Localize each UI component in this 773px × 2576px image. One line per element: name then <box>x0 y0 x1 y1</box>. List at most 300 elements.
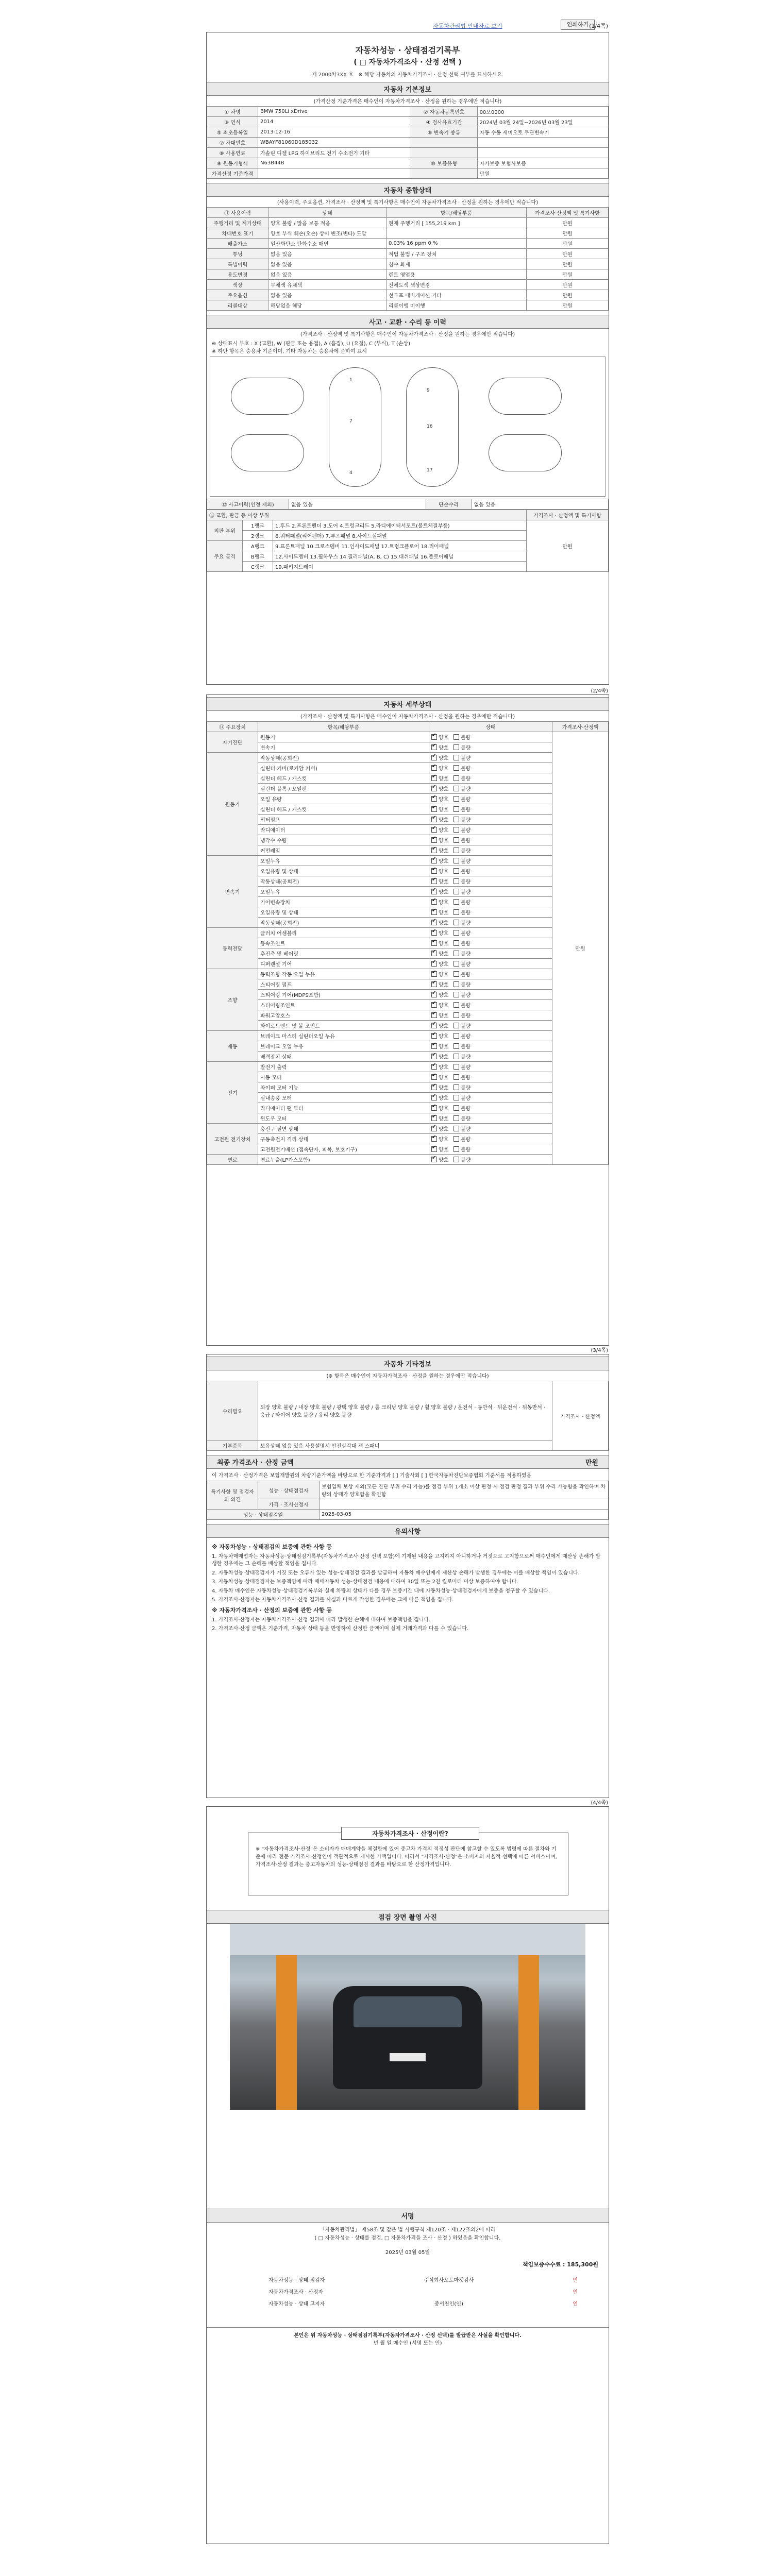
detail-item: 구동축전지 격리 상태 <box>258 1134 429 1144</box>
section-accident-title: 사고 · 교환 · 수리 등 이력 <box>207 315 609 329</box>
outer-label: 외판 부위 <box>207 520 243 541</box>
frame-rank-a: A랭크 <box>243 541 273 551</box>
detail-row <box>207 1072 609 1082</box>
section-detail-note: (가격조사 · 산정액 및 특기사항은 매수인이 자동차가격조사 · 산정을 원하는 경우에만 적습니다) <box>300 714 515 720</box>
detail-item: 커먼레일 <box>258 845 429 856</box>
detail-row <box>207 732 609 742</box>
overall-detail: 0.03% 16 ppm 0 % <box>386 239 527 249</box>
outer-rank-2-items: 6.쿼터패널(리어펜더) 7.루프패널 8.사이드실패널 <box>273 531 527 541</box>
appraisal-info-box <box>248 1830 568 1895</box>
detail-state: ✔ 양호 불량 <box>429 804 552 815</box>
detail-head-1: ⑭ 주요장치 <box>207 722 258 732</box>
detail-item: 연료누출(LP가스포함) <box>258 1155 429 1165</box>
detail-row <box>207 1062 609 1072</box>
exchange-price: 만원 <box>527 520 609 572</box>
other-repair-items: 외장 양호 불량 / 내장 양호 불량 / 광택 양호 불량 / 룸 크리닝 양호 불량 / 휠 양호 불량 / 운전석 · 동반석 · 뒤운전석 · 뒤동반석 · 응급 / 타이어 양호 불량 / 유리 양호 불량 <box>258 1381 552 1440</box>
detail-state: ✔ 양호 불량 <box>429 1144 552 1155</box>
detail-state: ✔ 양호 불량 <box>429 753 552 763</box>
detail-head-2: 항목/해당부품 <box>258 722 429 732</box>
overall-price: 만원 <box>527 269 609 280</box>
overall-head-2: 상태 <box>268 208 386 218</box>
sign-text-2: ( □ 자동차성능 · 상태를 점검, □ 자동차가격을 조사 · 산정 ) 하였음을 확인합니다. <box>314 2235 501 2241</box>
exchange-title: ⑬ 교환, 판금 등 이상 부위 <box>207 510 527 520</box>
detail-state: ✔ 양호 불량 <box>429 825 552 835</box>
detail-state: ✔ 양호 불량 <box>429 938 552 948</box>
opinion-inspector-text: 보험업체 보상 제외(모든 진단 부위 수리 가능)를 점검 부위 1개소 이상 판정 시 점검 판정 결과 부위 수리 가능함을 확인하며 차량의 상태가 양호함을 확인함 <box>320 1481 609 1499</box>
accident-legend-2: ※ 하단 항목은 승용차 기준이며, 기타 자동차는 승용차에 준하여 표시 <box>212 349 367 354</box>
detail-state: ✔ 양호 불량 <box>429 763 552 773</box>
overall-head-3: 항목/해당부품 <box>386 208 527 218</box>
detail-state: ✔ 양호 불량 <box>429 866 552 876</box>
signer-2-seal: 인 <box>573 2290 578 2295</box>
detail-state: ✔ 양호 불량 <box>429 1031 552 1041</box>
detail-item: 냉각수 수량 <box>258 835 429 845</box>
detail-row <box>207 1134 609 1144</box>
basic-info-key-2 <box>411 138 477 148</box>
basic-info-value: 2013-12-16 <box>258 127 411 138</box>
overall-key: 특별이력 <box>207 259 268 269</box>
overall-detail: 적법 불법 / 구조 장치 <box>386 249 527 259</box>
detail-price: 만원 <box>552 732 609 1165</box>
detail-item: 스티어링 기어(MDPS포함) <box>258 990 429 1000</box>
detail-item: 실린더 커버(로커암 커버) <box>258 763 429 773</box>
detail-row <box>207 1021 609 1031</box>
basic-info-key-2 <box>411 148 477 158</box>
accident-table <box>207 499 609 510</box>
detail-state: ✔ 양호 불량 <box>429 732 552 742</box>
detail-item: 라디에이터 <box>258 825 429 835</box>
detail-row <box>207 1041 609 1052</box>
detail-row <box>207 866 609 876</box>
frame-rank-a-items: 9.프론트패널 10.크로스멤버 11.인사이드패널 17.트렁크플로어 18.리어패널 <box>273 541 527 551</box>
simple-repair-label: 단순수리 <box>426 499 472 510</box>
detail-group: 고전원 전기장치 <box>207 1124 258 1155</box>
basic-info-row <box>207 107 609 117</box>
other-price: 가격조사 · 산정액 <box>552 1381 609 1451</box>
detail-state: ✔ 양호 불량 <box>429 1072 552 1082</box>
law-guide-link[interactable]: 자동차관리법 안내자료 보기 <box>433 23 502 29</box>
notice-title: 유의사항 <box>207 1524 609 1538</box>
accident-value: 없음 있음 <box>289 499 426 510</box>
signer-rows <box>268 2276 578 2307</box>
other-basic-label: 기본품목 <box>207 1440 258 1451</box>
detail-item: 실린더 블록 / 오일팬 <box>258 784 429 794</box>
basic-info-value: 가솔린 디젤 LPG 하이브리드 전기 수소전기 기타 <box>258 148 411 158</box>
detail-state: ✔ 양호 불량 <box>429 1113 552 1124</box>
basic-info-value-2: 자가보증 보험사보증 <box>477 158 608 168</box>
section-detail-title: 자동차 세부상태 <box>207 697 609 711</box>
car-diagram: 1 7 4 9 16 17 <box>210 357 606 497</box>
detail-head-4: 가격조사·산정액 <box>552 722 609 732</box>
detail-row <box>207 897 609 907</box>
overall-detail: 렌트 영업용 <box>386 269 527 280</box>
detail-group: 동력전달 <box>207 928 258 969</box>
detail-item: 작동상태(공회전) <box>258 876 429 887</box>
detail-item: 변속기 <box>258 742 429 753</box>
section-overall-title: 자동차 종합상태 <box>207 183 609 197</box>
detail-item: 스티어링조인트 <box>258 1000 429 1010</box>
page-2 <box>206 694 609 1346</box>
doc-meta: 제 2000차3XX 호 ※ 해당 자동차의 자동차가격조사 · 산정 선택 여부를 표시하세요. <box>311 72 504 78</box>
detail-state: ✔ 양호 불량 <box>429 742 552 753</box>
detail-state: ✔ 양호 불량 <box>429 835 552 845</box>
detail-row <box>207 794 609 804</box>
detail-state: ✔ 양호 불량 <box>429 897 552 907</box>
detail-row <box>207 1031 609 1041</box>
basic-info-value <box>258 168 411 179</box>
overall-row <box>207 239 609 249</box>
notice-paragraph: 5. 가격조사·산정자는 자동차가격조사·산정 결과를 사실과 다르게 작성한 경우에는 그에 따른 책임을 집니다. <box>212 1597 454 1603</box>
detail-row <box>207 763 609 773</box>
detail-state: ✔ 양호 불량 <box>429 845 552 856</box>
car-photo-shape <box>333 1986 482 2089</box>
detail-item: 오일유량 및 상태 <box>258 866 429 876</box>
basic-info-row <box>207 138 609 148</box>
detail-item: 작동상태(공회전) <box>258 918 429 928</box>
basic-info-value: WBAYF81060D185032 <box>258 138 411 148</box>
page-4-number: (4/4쪽) <box>591 1800 608 1806</box>
notice-paragraph: 3. 자동차성능·상태점검자는 보증책임에 따라 매매자동차 성능·상태점검 내용에 대하여 30일 또는 2천 킬로미터 이상 보증하여야 합니다. <box>212 1579 518 1585</box>
detail-item: 라디에이터 팬 모터 <box>258 1103 429 1113</box>
overall-row <box>207 228 609 239</box>
basic-info-row <box>207 148 609 158</box>
overall-price: 만원 <box>527 249 609 259</box>
sign-text-1: 「자동차관리법」 제58조 및 같은 법 시행규칙 제120조 · 제122조의2에 따라 <box>320 2227 496 2233</box>
sign-title: 서명 <box>207 2209 609 2223</box>
basic-info-key-2: ② 자동차등록번호 <box>411 107 477 117</box>
other-basic-items: 보유상태 없음 있음 사용설명서 안전삼각대 잭 스패너 <box>258 1440 552 1451</box>
detail-row <box>207 1103 609 1113</box>
overall-detail: 선루프 내비게이션 기타 <box>386 290 527 300</box>
overall-price: 만원 <box>527 259 609 269</box>
detail-state: ✔ 양호 불량 <box>429 1082 552 1093</box>
detail-item: 기어변속장치 <box>258 897 429 907</box>
photo-title: 점검 장면 촬영 사진 <box>207 1910 609 1924</box>
exchange-table <box>207 510 609 572</box>
detail-item: 워터펌프 <box>258 815 429 825</box>
basic-info-table <box>207 106 609 179</box>
exchange-price-title: 가격조사 · 산정액 및 특기사항 <box>527 510 609 520</box>
section-accident-note: (가격조사 · 산정액 및 특기사항은 매수인이 자동차가격조사 · 산정을 원하는 경우에만 적습니다) <box>300 332 515 337</box>
detail-row <box>207 979 609 990</box>
basic-info-key: ③ 연식 <box>207 117 258 127</box>
detail-row <box>207 948 609 959</box>
detail-state: ✔ 양호 불량 <box>429 1124 552 1134</box>
outer-rank-1-items: 1.후드 2.프론트펜더 3.도어 4.트렁크리드 5.라디에이터서포트(볼트체결부품) <box>273 520 527 531</box>
overall-row <box>207 218 609 228</box>
detail-state: ✔ 양호 불량 <box>429 1093 552 1103</box>
overall-head-4: 가격조사·산정액 및 특기사항 <box>527 208 609 218</box>
detail-item: 클러치 어셈블리 <box>258 928 429 938</box>
detail-item: 브레이크 오일 누유 <box>258 1041 429 1052</box>
basic-info-value: 2014 <box>258 117 411 127</box>
signer-3-seal: 인 <box>573 2301 578 2307</box>
detail-state: ✔ 양호 불량 <box>429 918 552 928</box>
print-button[interactable]: 인쇄하기 <box>561 20 595 30</box>
basic-info-row <box>207 158 609 168</box>
overall-price: 만원 <box>527 239 609 249</box>
basic-info-value-2: 만원 <box>477 168 608 179</box>
overall-key: 튜닝 <box>207 249 268 259</box>
overall-row <box>207 249 609 259</box>
overall-price: 만원 <box>527 228 609 239</box>
page-1 <box>206 32 609 685</box>
basic-info-key-2: ⑩ 보증유형 <box>411 158 477 168</box>
detail-row <box>207 887 609 897</box>
overall-key: 차대번호 표기 <box>207 228 268 239</box>
detail-item: 와이퍼 모터 기능 <box>258 1082 429 1093</box>
detail-state: ✔ 양호 불량 <box>429 815 552 825</box>
detail-row <box>207 856 609 866</box>
detail-item: 원동기 <box>258 732 429 742</box>
detail-state: ✔ 양호 불량 <box>429 907 552 918</box>
inspect-date-label: 성능 · 상태점검일 <box>207 1510 320 1520</box>
detail-group: 조향 <box>207 969 258 1031</box>
detail-state: ✔ 양호 불량 <box>429 1021 552 1031</box>
overall-detail: 현재 주행거리 [ 155,219 km ] <box>386 218 527 228</box>
page-3-number: (3/4쪽) <box>591 1348 608 1353</box>
basic-info-row <box>207 117 609 127</box>
detail-row <box>207 1093 609 1103</box>
detail-state: ✔ 양호 불량 <box>429 959 552 969</box>
detail-item: 동력조향 작동 오일 누유 <box>258 969 429 979</box>
detail-group: 원동기 <box>207 753 258 856</box>
detail-item: 추진축 및 베어링 <box>258 948 429 959</box>
detail-row <box>207 753 609 763</box>
detail-row <box>207 876 609 887</box>
detail-row <box>207 742 609 753</box>
detail-row <box>207 959 609 969</box>
signer-1-seal: 인 <box>573 2278 578 2283</box>
detail-row <box>207 1144 609 1155</box>
basic-info-key: ⑦ 차대번호 <box>207 138 258 148</box>
inspect-date-value: 2025-03-05 <box>320 1510 609 1520</box>
car-side-right-2 <box>489 434 562 471</box>
detail-state: ✔ 양호 불량 <box>429 856 552 866</box>
detail-item: 오일유량 및 상태 <box>258 907 429 918</box>
final-price-intro: 이 가격조사 · 산정가격은 보험개발원의 차량기준가액을 바탕으로 한 기준가격과 [ ] 기술사회 [ ] 한국자동차진단보증협회 기준서를 적용하였음 <box>212 1473 532 1479</box>
overall-row <box>207 300 609 311</box>
detail-table <box>207 721 609 1165</box>
overall-state: 없음 있음 <box>268 269 386 280</box>
detail-group: 연료 <box>207 1155 258 1165</box>
detail-state: ✔ 양호 불량 <box>429 876 552 887</box>
detail-row <box>207 907 609 918</box>
overall-row <box>207 290 609 300</box>
accident-legend: ※ 상태표시 부호 : X (교환), W (판금 또는 용접), A (흠집), U (요철), C (부식), T (손상) <box>212 341 411 347</box>
basic-info-key-2: ⑥ 변속기 종류 <box>411 127 477 138</box>
sign-date: 2025년 03월 05일 <box>385 2250 430 2256</box>
detail-row <box>207 815 609 825</box>
overall-price: 만원 <box>527 290 609 300</box>
notice-paragraph: 2. 자동차성능·상태점검자가 거짓 또는 오류가 있는 성능·상태점검 결과를 발급하여 자동차 매수인에게 재산상 손해가 발생한 경우에는 이를 배상할 책임이 있습니다. <box>212 1570 580 1576</box>
overall-key: 리콜대상 <box>207 300 268 311</box>
car-side-left-2 <box>231 434 304 471</box>
detail-item: 스티어링 펌프 <box>258 979 429 990</box>
detail-item: 시동 모터 <box>258 1072 429 1082</box>
opinion-label: 특기사항 및 점검자의 의견 <box>207 1481 258 1510</box>
basic-info-value-2 <box>477 148 608 158</box>
detail-item: 타이로드엔드 및 볼 조인트 <box>258 1021 429 1031</box>
overall-state: 없음 있음 <box>268 249 386 259</box>
other-repair-label: 수리필요 <box>207 1381 258 1440</box>
detail-row <box>207 1010 609 1021</box>
overall-state: 양호 불량 / 많음 보통 적음 <box>268 218 386 228</box>
detail-item: 작동상태(공회전) <box>258 753 429 763</box>
opinion-appraiser-label: 가격 · 조사산정자 <box>258 1499 320 1510</box>
page-4 <box>206 1806 609 2544</box>
detail-state: ✔ 양호 불량 <box>429 1041 552 1052</box>
outer-rank-1: 1랭크 <box>243 520 273 531</box>
overall-table <box>207 207 609 311</box>
overall-price: 만원 <box>527 300 609 311</box>
section-other-title: 자동차 기타정보 <box>207 1357 609 1370</box>
detail-row <box>207 1124 609 1134</box>
detail-row <box>207 1113 609 1124</box>
detail-group: 자기진단 <box>207 732 258 753</box>
other-table <box>207 1381 609 1451</box>
signer-2-label: 자동차가격조사 · 산정자 <box>268 2290 324 2295</box>
overall-state: 해당없음 해당 <box>268 300 386 311</box>
buyer-sign: 년 월 일 매수인 (서명 또는 인) <box>373 2341 442 2346</box>
basic-info-key: ⑨ 원동기형식 <box>207 158 258 168</box>
overall-key: 주요옵션 <box>207 290 268 300</box>
detail-item: 파워고압호스 <box>258 1010 429 1021</box>
detail-item: 실린더 헤드 / 개스킷 <box>258 773 429 784</box>
overall-detail <box>386 228 527 239</box>
overall-price: 만원 <box>527 280 609 290</box>
detail-item: 실린더 헤드 / 개스킷 <box>258 804 429 815</box>
overall-key: 배출가스 <box>207 239 268 249</box>
basic-info-row <box>207 168 609 179</box>
detail-item: 윈도우 모터 <box>258 1113 429 1124</box>
basic-info-value-2 <box>477 138 608 148</box>
section-basic-info-note: (가격산정 기준가격은 매수인이 자동차가격조사 · 산정을 원하는 경우에만 적습니다) <box>313 99 502 105</box>
section-other-note: (※ 항목은 매수인이 자동차가격조사 · 산정을 원하는 경우에만 적습니다) <box>326 1374 489 1379</box>
notice-paragraph: 1. 자동차매매업자는 자동차성능·상태점검기록부(자동차가격조사·산정 선택 포함)에 기재된 내용을 고지하지 아니하거나 거짓으로 고지함으로써 매수인에게 재산상 손해가 발생한 경우에는 그 손해를 배상할 책임을 집니다. <box>212 1553 601 1567</box>
basic-info-value: BMW 750Li xDrive <box>258 107 411 117</box>
signer-1-name: 주식회사오토마켓검사 <box>424 2278 474 2283</box>
appraisal-info-title: 자동차가격조사 · 산정이란? <box>341 1827 479 1840</box>
simple-repair-value: 없음 있음 <box>472 499 609 510</box>
doc-title: 자동차성능 · 상태점검기록부 <box>355 45 460 55</box>
page-3 <box>206 1354 609 1798</box>
detail-row <box>207 928 609 938</box>
overall-key: 주행거리 및 계기상태 <box>207 218 268 228</box>
detail-state: ✔ 양호 불량 <box>429 1103 552 1113</box>
notice-h2: ※ 자동차가격조사 · 산정의 보증에 관한 사항 등 <box>212 1606 332 1614</box>
overall-head-1: ⑪ 사용이력 <box>207 208 268 218</box>
page-number: (1/4쪽) <box>589 23 608 29</box>
detail-state: ✔ 양호 불량 <box>429 1000 552 1010</box>
notice-h1: ※ 자동차성능 · 상태점검의 보증에 관한 사항 등 <box>212 1544 332 1550</box>
detail-row <box>207 845 609 856</box>
basic-info-key: 가격산정 기준가격 <box>207 168 258 179</box>
detail-item: 등속조인트 <box>258 938 429 948</box>
opinion-inspector-label: 성능 · 상태점검자 <box>258 1481 320 1499</box>
overall-row <box>207 269 609 280</box>
detail-item: 고전원전기배선 (접속단자, 피복, 보호기구) <box>258 1144 429 1155</box>
frame-rank-b: B랭크 <box>243 551 273 562</box>
detail-row <box>207 969 609 979</box>
detail-state: ✔ 양호 불량 <box>429 948 552 959</box>
detail-state: ✔ 양호 불량 <box>429 1155 552 1165</box>
detail-state: ✔ 양호 불량 <box>429 794 552 804</box>
detail-state: ✔ 양호 불량 <box>429 1062 552 1072</box>
basic-info-key: ⑧ 사용연료 <box>207 148 258 158</box>
page-2-number: (2/4쪽) <box>591 688 608 694</box>
detail-row <box>207 773 609 784</box>
detail-state: ✔ 양호 불량 <box>429 887 552 897</box>
basic-info-row <box>207 127 609 138</box>
top-bar <box>206 20 608 31</box>
detail-row <box>207 784 609 794</box>
detail-item: 충전구 절연 상태 <box>258 1124 429 1134</box>
basic-info-key: ⑤ 최초등록일 <box>207 127 258 138</box>
frame-rank-b-items: 12.사이드멤버 13.휠하우스 14.필러패널(A, B, C) 15.대쉬패널 16.플로어패널 <box>273 551 527 562</box>
notice-paragraph-2: 2. 가격조사·산정 금액은 기준가격, 자동차 상태 등을 반영하여 산정한 금액이며 실제 거래가격과 다를 수 있습니다. <box>212 1626 469 1632</box>
detail-group: 변속기 <box>207 856 258 928</box>
detail-row <box>207 804 609 815</box>
car-top-outer <box>329 367 381 487</box>
detail-row <box>207 938 609 948</box>
basic-info-value-2: 자동 수동 세미오토 무단변속기 <box>477 127 608 138</box>
overall-state: 없음 있음 <box>268 259 386 269</box>
detail-state: ✔ 양호 불량 <box>429 784 552 794</box>
frame-rank-c: C랭크 <box>243 562 273 572</box>
basic-info-value: N63B44B <box>258 158 411 168</box>
basic-info-key: ① 차명 <box>207 107 258 117</box>
detail-row <box>207 1052 609 1062</box>
car-side-right <box>489 378 562 415</box>
detail-row <box>207 835 609 845</box>
detail-row <box>207 825 609 835</box>
detail-row <box>207 1082 609 1093</box>
detail-row <box>207 1000 609 1010</box>
overall-state: 일산화탄소 탄화수소 매연 <box>268 239 386 249</box>
overall-state: 무채색 유채색 <box>268 280 386 290</box>
inspection-photo <box>230 1924 585 2110</box>
signer-3-label: 자동차성능 · 상태 고지자 <box>268 2301 325 2307</box>
detail-item: 브레이크 마스터 실린더오일 누유 <box>258 1031 429 1041</box>
opinion-appraiser-text <box>320 1499 609 1510</box>
notice-paragraph-2: 1. 가격조사·산정자는 자동차가격조사·산정 결과에 따라 발생한 손해에 대하여 보증책임을 집니다. <box>212 1617 431 1623</box>
overall-state: 없음 있음 <box>268 290 386 300</box>
basic-info-value-2: 2024년 03월 24일~2026년 03월 23일 <box>477 117 608 127</box>
overall-detail: 침수 화재 <box>386 259 527 269</box>
detail-row <box>207 918 609 928</box>
detail-state: ✔ 양호 불량 <box>429 1134 552 1144</box>
buyer-confirm: 본인은 위 자동차성능 · 상태점검기록부(자동차가격조사 · 산정 선택)를 발급받은 사실을 확인합니다. <box>207 2327 609 2338</box>
detail-state: ✔ 양호 불량 <box>429 1052 552 1062</box>
detail-item: 오일누유 <box>258 856 429 866</box>
detail-item: 발전기 출력 <box>258 1062 429 1072</box>
detail-group: 제동 <box>207 1031 258 1062</box>
detail-state: ✔ 양호 불량 <box>429 990 552 1000</box>
signer-1-label: 자동차성능 · 상태 점검자 <box>268 2278 325 2283</box>
frame-label: 주요 골격 <box>207 541 243 572</box>
signer-3-name: 중서천인(인) <box>434 2301 463 2307</box>
overall-detail: 리콜이행 미이행 <box>386 300 527 311</box>
car-side-left <box>231 378 304 415</box>
detail-item: 오일 유량 <box>258 794 429 804</box>
detail-state: ✔ 양호 불량 <box>429 773 552 784</box>
detail-item: 오일누유 <box>258 887 429 897</box>
final-price-table <box>207 1481 609 1520</box>
frame-rank-c-items: 19.패키지트레이 <box>273 562 527 572</box>
outer-rank-2: 2랭크 <box>243 531 273 541</box>
notice-body <box>207 1538 609 1638</box>
